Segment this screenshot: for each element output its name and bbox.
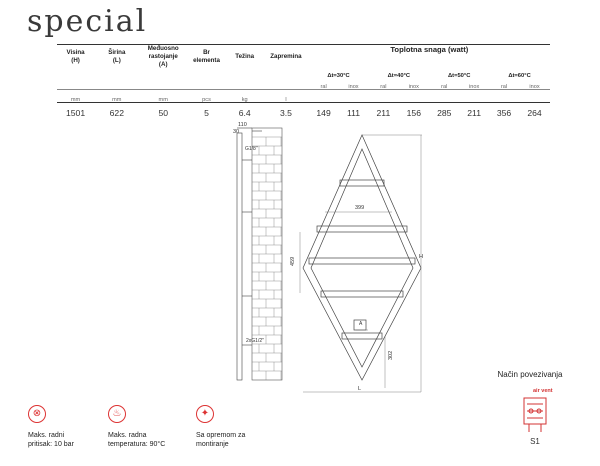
- pressure-icon: ⊗: [28, 405, 46, 423]
- dim-110: 110: [238, 122, 247, 128]
- header-elements: Br elementa: [193, 49, 220, 64]
- front-view: [303, 135, 421, 380]
- label-h: H: [419, 254, 423, 260]
- header-height: Visina (H): [66, 49, 85, 64]
- connection-code: S1: [530, 437, 540, 446]
- sub-inox: inox: [469, 84, 480, 90]
- sub-inox: inox: [529, 84, 540, 90]
- sub-inox: inox: [408, 84, 419, 90]
- sub-inox: inox: [348, 84, 359, 90]
- delta-40: Δt=40°C: [387, 73, 411, 79]
- label-l: L: [358, 386, 362, 392]
- mounting-kit-icon: ✦: [196, 405, 214, 423]
- values-row: 1501 622 50 5 6.4 3.5 149 111 211 156 285 211 356 264: [66, 108, 542, 118]
- delta-60: Δt=60°C: [508, 73, 531, 79]
- temperature-icon: ♨: [108, 405, 126, 423]
- dim-g18: G1/8": [245, 146, 258, 152]
- delta-50: Δt=50°C: [447, 73, 471, 79]
- dim-30: 30: [233, 129, 240, 135]
- sub-ral: ral: [500, 84, 508, 90]
- connection-title: Način povezivanja: [497, 370, 563, 379]
- sub-ral: ral: [441, 84, 448, 90]
- air-vent-label: air vent: [533, 388, 553, 394]
- header-spacing: Međuosno rastojanje (A): [147, 45, 179, 68]
- feature-temperature: ♨ Maks. radna temperatura: 90°C: [108, 405, 198, 449]
- front-dimensions: [300, 135, 422, 392]
- header-heat-output: Toplotna snaga (watt): [390, 45, 469, 54]
- header-width: Širina (L): [108, 49, 126, 64]
- label-a: A: [359, 321, 363, 327]
- header-volume: Zapremina: [270, 53, 302, 60]
- header-weight: Težina: [235, 53, 255, 60]
- delta-30: Δt=30°C: [327, 73, 350, 79]
- dim-399: 399: [355, 205, 365, 211]
- dim-g12: 2xG1/2": [246, 338, 264, 344]
- connection-diagram-icon: [524, 398, 546, 432]
- feature-pressure: ⊗ Maks. radni pritisak: 10 bar: [28, 405, 118, 449]
- brand-logo: special: [27, 4, 148, 39]
- sub-ral: ral: [380, 84, 387, 90]
- sub-ral: ral: [320, 84, 327, 90]
- dim-459: 459: [290, 256, 296, 266]
- dim-302: 302: [388, 350, 394, 360]
- feature-mounting: ✦ Sa opremom za montiranje: [196, 405, 286, 449]
- units-row: mm mm mm pcs kg l: [70, 97, 287, 103]
